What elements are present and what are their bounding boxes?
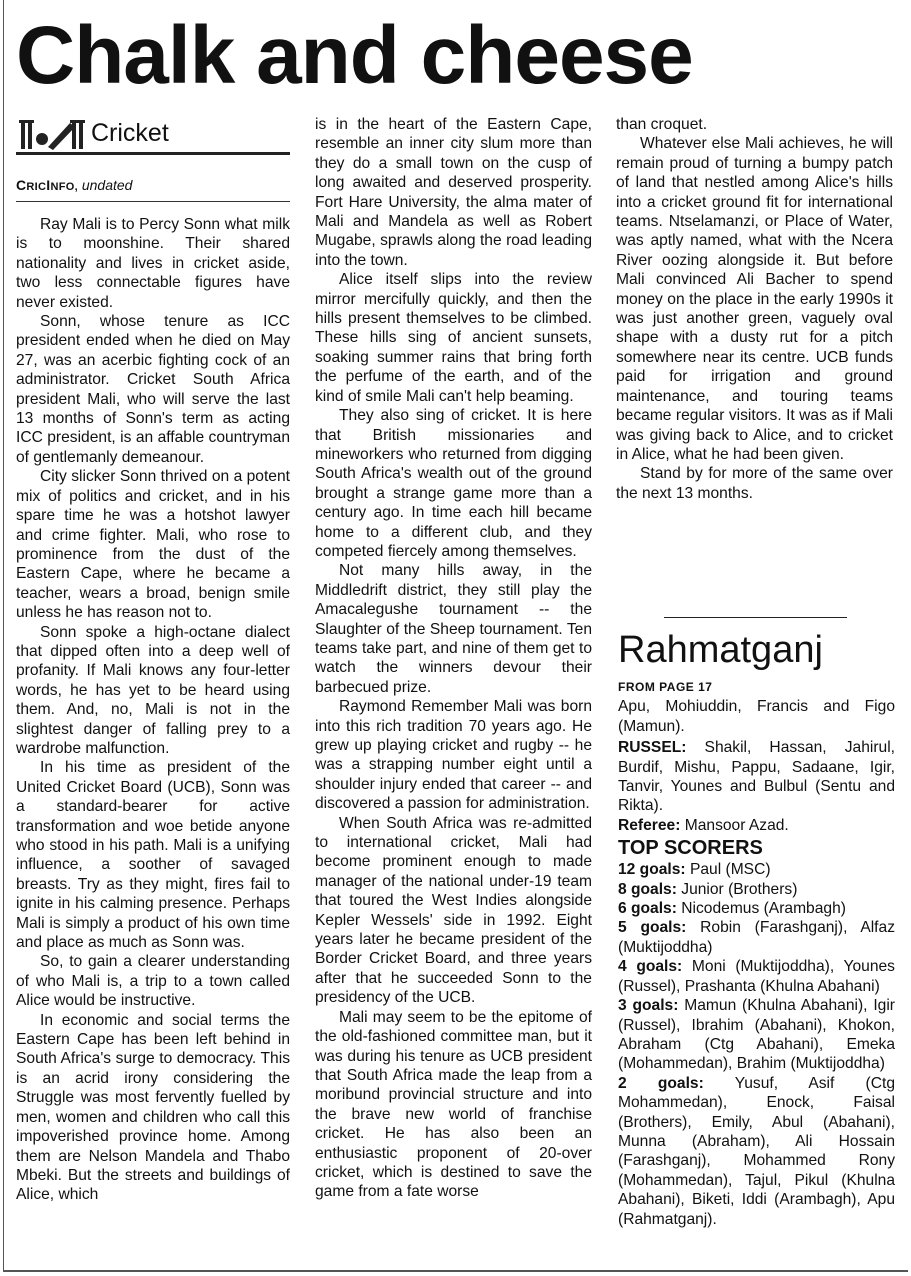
from-page-text: Apu, Mohiuddin, Francis and Figo (Mamun).: [618, 698, 895, 735]
byline-date: undated: [81, 177, 133, 193]
scorer-label: 5 goals:: [618, 919, 687, 937]
article-column-2: [315, 115, 592, 1202]
scorer-line: [618, 996, 895, 1074]
section-label: Cricket: [91, 119, 169, 147]
scorer-line: [618, 918, 895, 957]
paragraph: is in the heart of the Eastern Cape, resemble an inner city slum more than they do a small town on the cusp of long awaited and deserved prosperity. Fort Hare University, the alma mater of Mali and Mandela as well as Robert Mugabe, sprawls along the road leading into the town.: [315, 116, 592, 269]
paragraph: Whatever else Mali achieves, he will remain proud of turning a bumpy patch of land that nestled among Alice's hills into a cricket ground fit for international teams. Ntselamanzi, or Place of Water, was aptly named, what with the Ncera River oozing alongside it. But before Mali convinced Ali Bacher to spend money on the place in the early 1990s it was just another green, vaguely oval shape with a dusty rut for a pitch somewhere near its centre. UCB funds paid for irrigation and ground maintenance, and touring teams became regular visitors. It was as if Mali was giving back to Alice, and to cricket in Alice, what he had been given.: [616, 135, 893, 463]
article-column-1: [16, 215, 290, 1205]
scorer-line: [618, 957, 895, 996]
section-underline: [16, 152, 290, 155]
scorer-text: Robin (Farashganj), Alfaz (Muktijoddha): [618, 919, 895, 956]
byline-rule: [16, 201, 290, 202]
sidebar-title: Rahmatganj: [618, 629, 823, 671]
russel-text: Shakil, Hassan, Jahirul, Burdif, Mishu, Pappu, Sadaane, Igir, Tanvir, Younes and Bulbul (Sentu and Rikta).: [618, 739, 895, 815]
paragraph: They also sing of cricket. It is here that British missionaries and mineworkers who returned from digging South Africa's wealth out of the ground brought a strange game more than a century ago. In time each hill became home to a different club, and they competed fiercely among themselves.: [315, 407, 592, 560]
russel-lineup: [618, 738, 895, 816]
paragraph: Ray Mali is to Percy Sonn what milk is to moonshine. Their shared nationality and lives in cricket aside, two less connectable figures have never existed.: [16, 216, 290, 311]
paragraph: In his time as president of the United Cricket Board (UCB), Sonn was a standard-bearer for active transformation and woe betide anyone who stood in his path. Mali is a unifying influence, a soother of savaged breasts. Try as they might, fires fail to ignite in his calming presence. Perhaps Mali is simply a product of his own time and place as much as Sonn was.: [16, 759, 290, 952]
paragraph: Stand by for more of the same over the next 13 months.: [616, 465, 893, 502]
paragraph: Mali may seem to be the epitome of the old-fashioned committee man, but it was during his tenure as UCB president that South Africa made the leap from a moribund provincial structure and into the brave new world of franchise cricket. He has also been an enthusiastic proponent of 20-over cricket, which is destined to save the game from a fate worse: [315, 1008, 592, 1201]
from-page-label: FROM PAGE 17: [618, 680, 713, 694]
paragraph: Raymond Remember Mali was born into this rich tradition 70 years ago. He grew up playing cricket and rugby -- he was a strapping number eight until a shoulder injury ended that career -- and discovered a passion for administration.: [315, 698, 592, 813]
referee-text: Mansoor Azad.: [684, 816, 789, 834]
scorer-text: Nicodemus (Arambagh): [681, 900, 846, 918]
bottom-border-rule: [3, 1270, 908, 1272]
paragraph: So, to gain a clearer understanding of who Mali is, a trip to a town called Alice would be instructive.: [16, 953, 290, 1010]
paragraph: City slicker Sonn thrived on a potent mix of politics and cricket, and in his spare time he was a hotshot lawyer and crime fighter. Mali, who rose to prominence from the dust of the Eastern Cape, where he became a teacher, wears a broad, benign smile unless he has reason not to.: [16, 468, 290, 622]
headline: Chalk and cheese: [16, 10, 693, 101]
referee-line: [618, 816, 895, 835]
scorer-line: [618, 860, 895, 879]
scorer-label: 8 goals:: [618, 880, 677, 898]
scorer-label: 12 goals:: [618, 861, 686, 879]
scorer-label: 4 goals:: [618, 958, 683, 976]
russel-label: RUSSEL:: [618, 739, 687, 757]
paragraph: Alice itself slips into the review mirror mercifully quickly, and then the hills present themselves to be climbed. These hills sing of ancient sunsets, soaking summer rains that bring forth the perfume of the earth, and of the kind of smile Mali can't help beaming.: [315, 271, 592, 405]
scorer-text: Yusuf, Asif (Ctg Mohammedan), Enock, Faisal (Brothers), Emily, Abul (Abahani), Munna (Abraham), Ali Hossain (Farashganj), Mohammed Rony (Mohammedan), Tajul, Pikul (Khulna Abahani), Biketi, Iddi (Arambagh), Apu (Rahmatganj).: [618, 1074, 895, 1228]
scorer-text: Junior (Brothers): [681, 880, 798, 898]
sidebar-body: [618, 678, 895, 1229]
scorer-text: Moni (Muktijoddha), Younes (Russel), Prashanta (Khulna Abahani): [618, 958, 895, 995]
byline-source: CRICINFO,: [16, 177, 78, 193]
paragraph: Sonn, whose tenure as ICC president ended when he died on May 27, was an acerbic fighting cock of an administrator. Cricket South Africa president Mali, who will serve the last 13 months of Sonn's term as acting ICC president, is an affable countryman of gentlemanly demeanour.: [16, 313, 290, 466]
paragraph: When South Africa was re-admitted to international cricket, Mali had become prominent enough to made manager of the national under-19 team that toured the West Indies alongside Kepler Wessels' side in 1992. Eight years later he became president of the Border Cricket Board, and three years after that he succeeded Sonn to the presidency of the UCB.: [315, 814, 592, 1007]
scorer-label: 6 goals:: [618, 900, 677, 918]
scorer-line: [618, 1074, 895, 1229]
top-scorers-title: TOP SCORERS: [618, 837, 763, 860]
byline: [16, 177, 132, 193]
left-border-rule: [3, 0, 4, 1272]
scorer-label: 2 goals:: [618, 1074, 704, 1092]
scorer-line: [618, 880, 895, 899]
paragraph: Sonn spoke a high-octane dialect that dipped often into a deep well of profanity. If Mali knows any four-letter words, he has yet to be heard using them. And, no, Mali is not in the slightest danger of falling prey to a wardrobe malfunction.: [16, 623, 290, 757]
scorer-line: [618, 899, 895, 918]
scorer-label: 3 goals:: [618, 997, 679, 1015]
sidebar-separator: [664, 617, 847, 618]
cricket-logo-icon: [18, 117, 88, 151]
scorer-text: Paul (MSC): [689, 861, 771, 879]
article-column-3: [616, 115, 893, 503]
paragraph: In economic and social terms the Eastern Cape has been left behind in South Africa's surge to democracy. This is an acrid irony considering the Struggle was most fervently fuelled by men, women and children who call this impoverished province home. Among them are Nelson Mandela and Thabo Mbeki. But the streets and buildings of Alice, which: [16, 1011, 290, 1204]
referee-label: Referee:: [618, 816, 681, 834]
paragraph: Not many hills away, in the Middledrift district, they still play the Amacalegushe tournament -- the Slaughter of the Sheep tournament. Ten teams take part, and nine of them get to watch the winners devour their barbecued prize.: [315, 562, 592, 696]
scorer-text: Mamun (Khulna Abahani), Igir (Russel), Ibrahim (Abahani), Khokon, Abraham (Ctg Abahani), Emeka (Mohammedan), Brahim (Muktijoddha): [618, 997, 895, 1073]
paragraph: than croquet.: [616, 116, 708, 133]
section-header: [16, 115, 290, 155]
